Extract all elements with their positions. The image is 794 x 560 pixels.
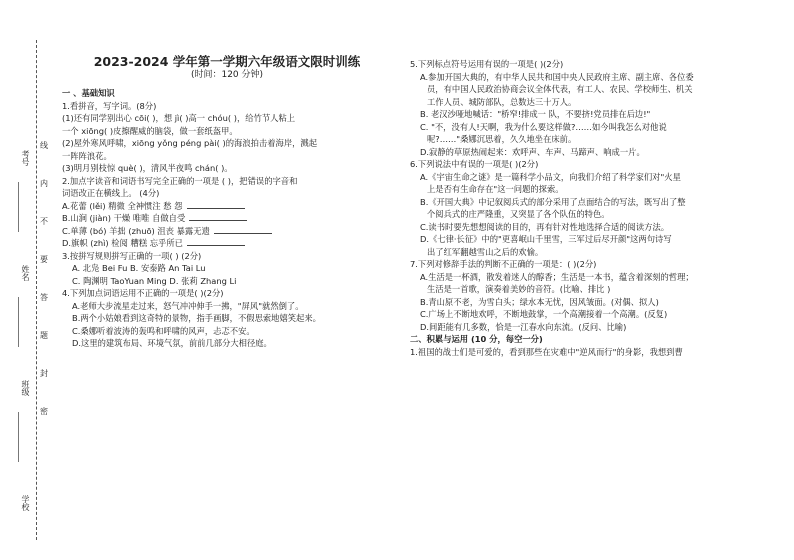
text-line [410, 271, 786, 284]
text-line [62, 112, 392, 125]
text-line-content: 5.下列标点符号运用有误的一项是( )(2分) [410, 59, 564, 69]
text-line-content: 一阵阵浪花。 [62, 150, 112, 161]
seal-char: 内 [40, 179, 48, 188]
text-line [62, 300, 392, 313]
text-line-content: 生活是一首歌，演奏着美妙的音符。(比喻、排比 ) [427, 284, 611, 294]
seal-line [36, 40, 37, 540]
answer-blank[interactable] [189, 212, 247, 221]
text-line-content: C.读书时要先想想阅读的目的，再有针对性地选择合适的阅读方法。 [420, 221, 670, 232]
text-line-content: A. 北凫 Bei Fu B. 安泰路 An Tai Lu [72, 263, 206, 273]
text-line [410, 333, 786, 346]
text-line-content: (3)明月别枝惊 què( )，清风半夜鸣 chán( )。 [62, 163, 233, 173]
text-line-content: 2.加点字读音和词语书写完全正确的一项是 ( )，把错误的字音和 [62, 175, 298, 186]
text-line-content: 二、积累与运用 (10 分，每空一分) [410, 334, 543, 344]
text-line-content: 3.按拼写规则拼写正确的一项( ) (2分) [62, 250, 202, 261]
text-line-content: C.单薄 (bó) 羊拙 (zhuō) 沮丧 暴露无遗 [62, 225, 210, 236]
seal-char: 封 [40, 369, 48, 378]
class-blank[interactable] [18, 412, 19, 462]
text-line [410, 283, 786, 296]
text-line [410, 146, 786, 159]
text-line-content: A.老师大步流星走过来，怒气冲冲伸手一拂，"屏风"就然倒了。 [72, 300, 304, 311]
text-line-content: 一个 xiōng( )皮擦醒威的脑袋，做一套纸盔甲。 [62, 125, 238, 136]
text-line-content: D.间距能有几多数，恰是一江春水向东流。(反问、比喻) [420, 321, 627, 332]
text-line-content: B.《开国大典》中记叙阅兵式的部分采用了点面结合的写法，既写出了整 [420, 196, 686, 207]
text-line [410, 71, 786, 84]
seal-char: 线 [40, 141, 48, 150]
text-line-content: 上是否有生命存在"这一问题的探索。 [427, 184, 564, 194]
answer-blank[interactable] [214, 225, 272, 234]
text-line-content: D.《七律·长征》中的"更喜岷山千里雪，三军过后尽开颜"这两句诗写 [420, 234, 672, 244]
text-line [62, 225, 392, 238]
text-line [410, 221, 786, 234]
text-line-content: 工作人员、城防部队，总数达三十万人。 [427, 96, 577, 107]
binding-margin [0, 0, 52, 560]
text-line [410, 96, 786, 109]
field-label-name: 姓名 [21, 265, 30, 281]
text-line [62, 287, 392, 300]
text-line-content: C.桑娜听着波涛的轰鸣和呼啸的风声，忐忑不安。 [72, 325, 255, 336]
text-line [410, 296, 786, 309]
text-line-content: D.寂静的草原热闹起来：欢呼声、车声、马蹄声、响成一片。 [420, 146, 645, 157]
text-line [62, 175, 392, 188]
seal-char: 题 [40, 331, 48, 340]
seal-char: 要 [40, 255, 48, 264]
text-line-content: B. 老汉沙哑地喊话："桥窄!排成一 队，不要挤!党员排在后边!" [420, 109, 651, 119]
exam-subtitle: (时间：120 分钟) [190, 69, 264, 80]
text-line-content: 呢?……"桑娜沉思着，久久地坐在床前。 [427, 134, 577, 144]
text-line [410, 108, 786, 121]
text-line [62, 100, 392, 113]
answer-blank[interactable] [187, 200, 245, 209]
text-line [62, 325, 392, 338]
answer-blank[interactable] [187, 237, 245, 246]
text-line [62, 312, 392, 325]
text-line-content: 员，有中国人民政治协商会议全体代表，有工人、农民、学校师生、机关 [427, 84, 693, 94]
seal-char: 答 [40, 293, 48, 302]
text-line [410, 258, 786, 271]
text-line [62, 250, 392, 263]
text-line [62, 237, 392, 250]
exam-title: 2023-2024 学年第一学期六年级语文限时训练 [93, 54, 361, 69]
text-line-content: 4.下列加点词语运用不正确的一项是( )(2分) [62, 288, 224, 298]
text-line [62, 150, 392, 163]
text-line [410, 133, 786, 146]
text-line-content: C. "不，没有人!天啊，我为什么要这样做?……如今叫我怎么对他说 [420, 121, 667, 132]
field-label-class: 班级 [21, 380, 30, 396]
text-line-content: (2)屋外寒风呼啸，xiōng yǒng péng pài( )的海浪拍击着海岸，溅起 [62, 138, 318, 148]
text-line-content: (1)还有同学别出心 cōi( )，想 jì( )高一 chóu( )，给竹节人粘上 [62, 113, 296, 123]
seal-char: 不 [40, 217, 48, 226]
text-line-content: C. 陶渊明 TaoYuan Ming D. 张莉 Zhang Li [72, 275, 237, 286]
text-line [62, 200, 392, 213]
text-line-content: A.生活是一杯酒，散发着迷人的醇香；生活是一本书，蕴含着深刻的哲理； [420, 271, 694, 282]
text-line [62, 212, 392, 225]
left-question-block [62, 87, 392, 350]
text-line [62, 187, 392, 200]
text-line [410, 171, 786, 184]
text-line-content: 1.祖国的战士们是可爱的，看到那些在灾难中"逆风而行"的身影，我想到曹 [410, 346, 683, 357]
text-line-content: A.花蕾 (lěi) 精微 全神惯注 愁 怨 [62, 200, 183, 211]
seal-char: 密 [40, 407, 48, 416]
text-line [410, 321, 786, 334]
text-line [410, 208, 786, 221]
text-line [410, 158, 786, 171]
text-line-content: B.青山原不老，为雪白头；绿水本无忧，因风皱面。(对偶、拟人) [420, 296, 659, 307]
right-column [410, 0, 786, 358]
text-line [62, 125, 392, 138]
text-line-content: C.广场上不断地欢呼，不断地鼓掌，一个高潮接着一个高潮。(反复) [420, 309, 668, 319]
text-line [410, 233, 786, 246]
text-line-content: 个阅兵式的庄严隆重，又突显了各个队伍的特色。 [427, 209, 610, 219]
text-line [410, 121, 786, 134]
text-line-content: 一 、基础知识 [62, 88, 115, 98]
text-line [410, 346, 786, 359]
text-line-content: 词语改正在横线上。 (4分) [62, 188, 160, 198]
text-line [410, 246, 786, 259]
text-line-content: 1.看拼音，写字词。(8分) [62, 100, 157, 111]
text-line [62, 162, 392, 175]
text-line [410, 183, 786, 196]
text-line-content: A.《宇宙生命之谜》是一篇科学小品文，向我们介绍了科学家们对"火星 [420, 171, 681, 182]
text-line-content: A.参加开国大典的，有中华人民共和国中央人民政府主席、副主席、各位委 [420, 71, 694, 82]
text-line-content: B.两个小姑娘看到这奇特的景物，指手画脚，不假思索地嬉笑起来。 [72, 313, 321, 323]
text-line-content: 7.下列对修辞手法的判断不正确的一项是：( )(2分) [410, 259, 597, 269]
left-column [62, 0, 392, 350]
text-line-content: 出了红军翻越雪山之后的欢愉。 [427, 246, 544, 257]
text-line [62, 337, 392, 350]
field-label-school: 学校 [21, 495, 30, 511]
exam-number-blank[interactable] [18, 182, 19, 232]
text-line [62, 275, 392, 288]
text-line-content: 6.下列说法中有误的一项是( )(2分) [410, 159, 539, 169]
text-line [410, 308, 786, 321]
text-line-content: B.山涧 (jiàn) 干燥 唯唯 自做自受 [62, 213, 186, 223]
text-line-content: D.这里的建筑布局、环境气氛，前前几部分大相径庭。 [72, 338, 272, 348]
text-line [410, 196, 786, 209]
text-line-content: D.旗帜 (zhì) 检阅 糟糕 忘乎所已 [62, 238, 183, 248]
right-question-block [410, 58, 786, 358]
text-line [62, 262, 392, 275]
field-label-exam-number: 考号 [21, 150, 30, 166]
name-blank[interactable] [18, 297, 19, 347]
text-line [62, 137, 392, 150]
text-line [62, 87, 392, 100]
text-line [410, 83, 786, 96]
text-line [410, 58, 786, 71]
